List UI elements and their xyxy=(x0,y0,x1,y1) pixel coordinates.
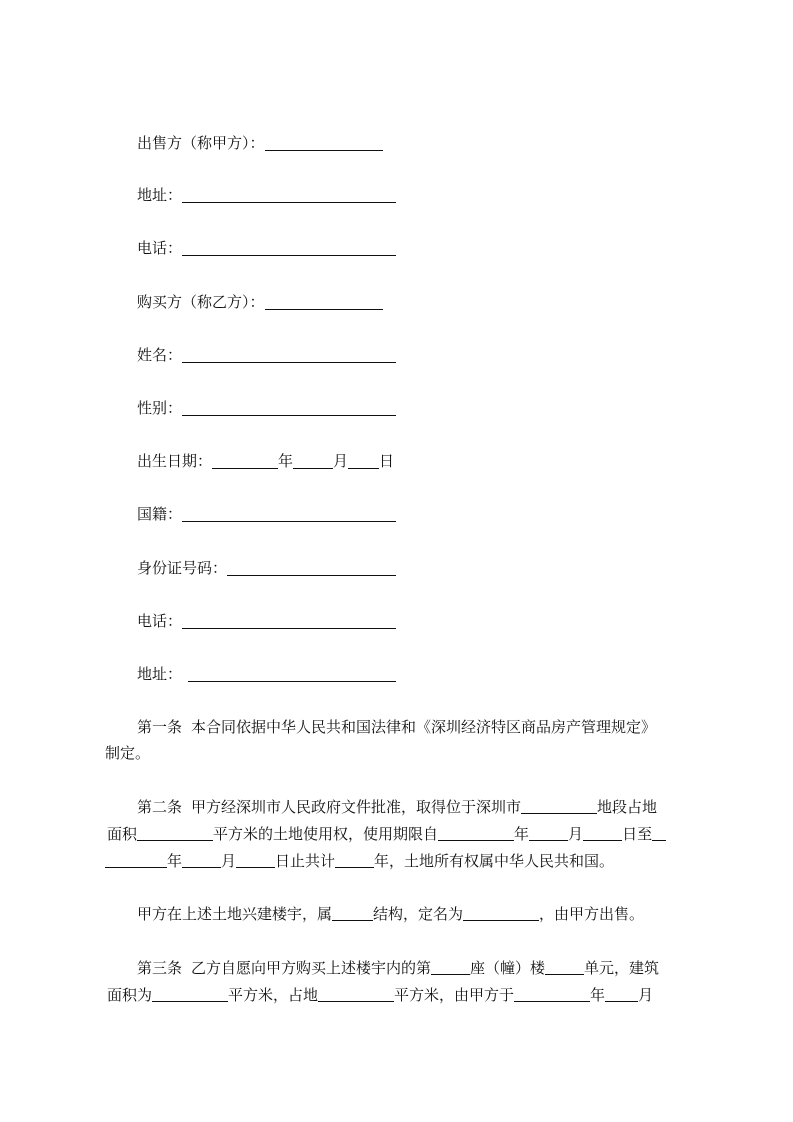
id-number-label: 身份证号码： xyxy=(137,559,228,577)
end-day-blank[interactable] xyxy=(236,851,275,868)
article-3-text: 乙方自愿向甲方购买上述楼宇内的第 xyxy=(191,959,432,977)
article-3-heading: 第三条 xyxy=(137,959,183,977)
article-3-text: 平方米，由甲方于 xyxy=(394,986,515,1004)
buyer-gender-field xyxy=(137,398,396,418)
birth-day-unit: 日 xyxy=(379,452,395,470)
buyer-address-label: 地址： xyxy=(137,665,183,683)
article-3-line-2 xyxy=(107,985,653,1005)
birth-day-blank[interactable] xyxy=(348,452,379,469)
seller-phone-label: 电话： xyxy=(137,239,183,257)
article-2-text: 月 xyxy=(221,852,237,870)
seller-field xyxy=(137,133,383,153)
nationality-label: 国籍： xyxy=(137,505,183,523)
article-2-text: 地段占地 xyxy=(597,798,658,816)
birth-year-blank[interactable] xyxy=(212,452,278,469)
article-3-text: 平方米，占地 xyxy=(228,986,319,1004)
unit-number-blank[interactable] xyxy=(545,958,584,975)
article-3-text: 面积为 xyxy=(107,986,153,1004)
article-2-text: 年 xyxy=(167,852,183,870)
building-text: 结构，定名为 xyxy=(373,905,464,923)
building-name-blank[interactable] xyxy=(463,904,539,921)
building-line xyxy=(137,904,644,924)
birth-year-unit: 年 xyxy=(278,452,294,470)
building-text: 甲方在上述土地兴建楼宇，属 xyxy=(137,905,333,923)
floor-area-blank[interactable] xyxy=(152,985,228,1002)
buyer-name-blank[interactable] xyxy=(182,346,396,363)
buyer-blank[interactable] xyxy=(265,293,383,310)
article-2-text: 年，土地所有权属中华人民共和国。 xyxy=(374,852,615,870)
end-year-blank-start[interactable] xyxy=(652,824,666,841)
delivery-year-blank[interactable] xyxy=(514,985,590,1002)
article-2-text: 面积 xyxy=(107,825,138,843)
start-year-blank[interactable] xyxy=(438,824,514,841)
nationality-field xyxy=(137,504,396,524)
seller-phone-field xyxy=(137,238,396,258)
buyer-label: 购买方（称乙方）： xyxy=(137,293,265,311)
article-1-heading: 第一条 xyxy=(137,718,183,736)
buyer-gender-label: 性别： xyxy=(137,399,183,417)
buyer-phone-field xyxy=(137,611,396,631)
id-number-field xyxy=(137,558,396,578)
article-1-line-2 xyxy=(105,743,150,763)
article-2-text: 日止共计 xyxy=(275,852,336,870)
article-2-line-1 xyxy=(137,797,657,817)
article-2-line-2 xyxy=(107,824,666,844)
buyer-field xyxy=(137,292,383,312)
article-2-line-3 xyxy=(105,851,614,871)
land-area-blank[interactable] xyxy=(137,824,213,841)
structure-blank[interactable] xyxy=(332,904,373,921)
buyer-name-label: 姓名： xyxy=(137,346,183,364)
seller-blank[interactable] xyxy=(265,134,383,151)
article-3-line-1 xyxy=(137,958,659,978)
buyer-address-blank[interactable] xyxy=(188,665,396,682)
id-number-blank[interactable] xyxy=(227,559,396,576)
end-month-blank[interactable] xyxy=(182,851,221,868)
lot-location-blank[interactable] xyxy=(521,797,597,814)
article-2-heading: 第二条 xyxy=(137,798,183,816)
birth-date-label: 出生日期： xyxy=(137,452,213,470)
article-1-text-cont: 制定。 xyxy=(105,744,151,762)
buyer-phone-blank[interactable] xyxy=(182,612,396,629)
start-day-blank[interactable] xyxy=(583,824,622,841)
building-text: ，由甲方出售。 xyxy=(539,905,645,923)
nationality-blank[interactable] xyxy=(182,505,396,522)
seller-address-label: 地址： xyxy=(137,186,183,204)
article-1-line-1 xyxy=(137,717,656,737)
site-area-blank[interactable] xyxy=(318,985,394,1002)
birth-date-field xyxy=(137,451,394,471)
article-2-text: 年 xyxy=(514,825,530,843)
buyer-address-field xyxy=(137,664,396,684)
seller-label: 出售方（称甲方）： xyxy=(137,134,265,152)
seller-phone-blank[interactable] xyxy=(182,239,396,256)
seller-address-blank[interactable] xyxy=(182,186,396,203)
birth-month-blank[interactable] xyxy=(293,452,333,469)
birth-month-unit: 月 xyxy=(333,452,349,470)
article-2-text: 平方米的土地使用权，使用期限自 xyxy=(213,825,439,843)
block-number-blank[interactable] xyxy=(431,958,470,975)
article-3-text: 年 xyxy=(590,986,606,1004)
article-2-text: 甲方经深圳市人民政府文件批准，取得位于深圳市 xyxy=(191,798,522,816)
article-3-text: 座（幢）楼 xyxy=(470,959,546,977)
buyer-gender-blank[interactable] xyxy=(182,399,396,416)
buyer-name-field xyxy=(137,345,396,365)
end-year-blank[interactable] xyxy=(105,851,167,868)
article-2-text: 月 xyxy=(568,825,584,843)
total-years-blank[interactable] xyxy=(335,851,374,868)
delivery-month-blank[interactable] xyxy=(605,985,638,1002)
seller-address-field xyxy=(137,185,396,205)
article-1-text: 本合同依据中华人民共和国法律和《深圳经济特区商品房产管理规定》 xyxy=(191,718,657,736)
article-3-text: 单元，建筑 xyxy=(584,959,660,977)
article-2-text: 日至 xyxy=(622,825,653,843)
article-3-text: 月 xyxy=(638,986,654,1004)
start-month-blank[interactable] xyxy=(529,824,568,841)
buyer-phone-label: 电话： xyxy=(137,612,183,630)
